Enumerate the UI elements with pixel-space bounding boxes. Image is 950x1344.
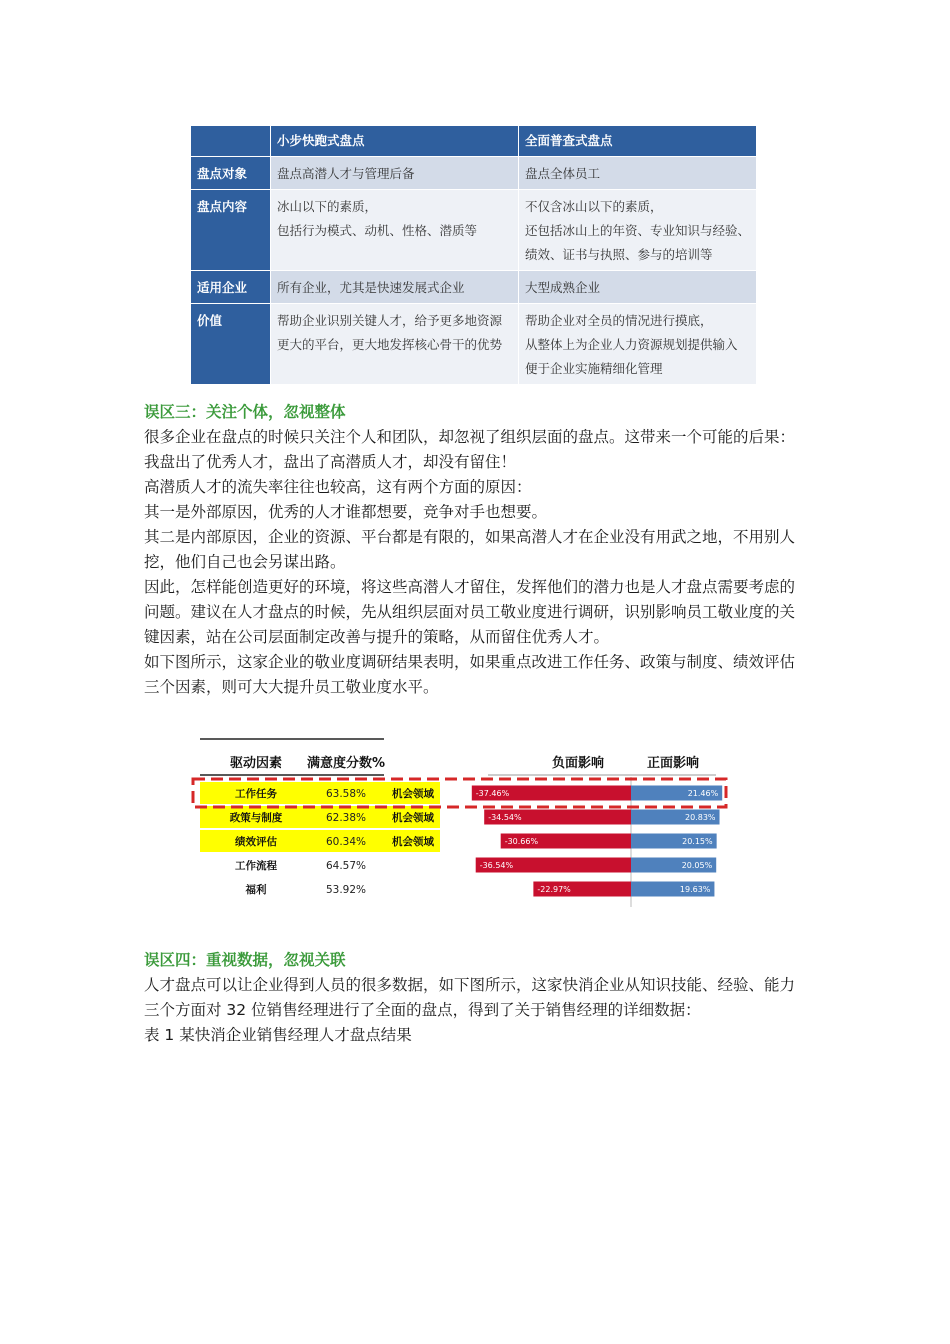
row-label: 价值 [191,304,271,385]
table-header-cell: 全面普查式盘点 [519,126,757,157]
col-header-satisfaction: 满意度分数% [306,756,386,771]
engagement-driver-chart [188,735,733,915]
paragraph: 其二是内部原因，企业的资源、平台都是有限的，如果高潜人才在企业没有用武之地，不用别人挖，他们自己也会另谋出路。 [144,528,796,571]
paragraph: 如下图所示，这家企业的敬业度调研结果表明，如果重点改进工作任务、政策与制度、绩效评估三个因素，则可大大提升员工敬业度水平。 [144,653,796,696]
cell-line: 帮助企业识别关键人才，给予更多地资源 [277,313,503,328]
negative-value-label: -36.54% [479,861,514,870]
factor-label: 绩效评估 [235,836,277,848]
opportunity-tag: 机会领域 [392,836,434,848]
positive-value-label: 20.05% [681,861,713,870]
paragraph: 高潜质人才的流失率往往也较高，这有两个方面的原因： [144,478,532,496]
col-header-negative: 负面影响 [551,756,605,771]
comparison-table [190,125,757,385]
table-header-row [191,126,757,157]
table-cell [271,271,519,304]
row-label: 适用企业 [191,271,271,304]
paragraph: 很多企业在盘点的时候只关注个人和团队，却忽视了组织层面的盘点。这带来一个可能的后果：我盘出了优秀人才，盘出了高潜质人才，却没有留住！ [144,428,796,471]
satisfaction-label: 62.38% [325,812,367,824]
section-4 [144,948,809,1048]
cell-line: 所有企业，尤其是快速发展式企业 [277,280,465,295]
cell-line: 冰山以下的素质， [277,199,378,214]
cell-line: 还包括冰山上的年资、专业知识与经验、 [525,223,751,238]
cell-line: 包括行为模式、动机、性格、潜质等 [277,223,478,238]
col-header-positive: 正面影响 [646,756,700,771]
table-row [191,271,757,304]
negative-value-label: -37.46% [475,789,510,798]
table-caption: 表 1 某快消企业销售经理人才盘点结果 [144,1026,412,1044]
negative-value-label: -34.54% [488,813,522,822]
satisfaction-label: 64.57% [325,860,367,872]
cell-line: 从整体上为企业人力资源规划提供输入 [525,337,738,352]
cell-line: 绩效、证书与执照、参与的培训等 [525,247,713,262]
table-row [191,190,757,271]
positive-value-label: 20.15% [682,837,713,846]
table-row [191,157,757,190]
cell-line: 帮助企业对全员的情况进行摸底， [525,313,713,328]
table-header-cell [191,126,271,157]
negative-value-label: -30.66% [504,837,539,846]
table-row [191,304,757,385]
paragraph: 其一是外部原因，优秀的人才谁都想要，竞争对手也想要。 [144,503,548,521]
factor-label: 政策与制度 [229,812,283,824]
positive-value-label: 20.83% [685,813,716,822]
section-3-heading: 误区三：关注个体，忽视整体 [144,403,346,421]
table-cell [519,271,757,304]
factor-label: 福利 [245,884,267,896]
positive-value-label: 19.63% [679,885,711,894]
factor-label: 工作任务 [235,788,277,800]
table-cell [519,157,757,190]
table-header-cell: 小步快跑式盘点 [271,126,519,157]
table-cell [271,190,519,271]
satisfaction-label: 63.58% [325,788,367,800]
cell-line: 便于企业实施精细化管理 [525,361,663,376]
row-label: 盘点内容 [191,190,271,271]
opportunity-tag: 机会领域 [392,788,434,800]
opportunity-tag: 机会领域 [392,812,434,824]
factor-label: 工作流程 [235,860,277,872]
satisfaction-label: 60.34% [325,836,367,848]
section-4-heading: 误区四：重视数据，忽视关联 [144,951,346,969]
cell-line: 盘点高潜人才与管理后备 [277,166,415,181]
cell-line: 不仅含冰山以下的素质， [525,199,663,214]
chart-rows [200,782,722,897]
satisfaction-label: 53.92% [325,884,367,896]
table-cell [519,304,757,385]
section-3 [144,400,809,700]
cell-line: 更大的平台，更大地发挥核心骨干的优势 [277,337,503,352]
paragraph: 人才盘点可以让企业得到人员的很多数据，如下图所示，这家快消企业从知识技能、经验、能力三个方面对 32 位销售经理进行了全面的盘点，得到了关于销售经理的详细数据： [144,976,796,1019]
col-header-factor: 驱动因素 [229,756,283,771]
table-cell [519,190,757,271]
table-cell [271,157,519,190]
cell-line: 大型成熟企业 [525,280,601,295]
table-cell [271,304,519,385]
cell-line: 盘点全体员工 [525,166,601,181]
negative-value-label: -22.97% [537,885,571,894]
paragraph: 因此，怎样能创造更好的环境，将这些高潜人才留住，发挥他们的潜力也是人才盘点需要考虑的问题。建议在人才盘点的时候，先从组织层面对员工敬业度进行调研，识别影响员工敬业度的关键因素，站在公司层面制定改善与提升的策略，从而留住优秀人才。 [144,578,796,646]
positive-value-label: 21.46% [687,789,719,798]
row-label: 盘点对象 [191,157,271,190]
